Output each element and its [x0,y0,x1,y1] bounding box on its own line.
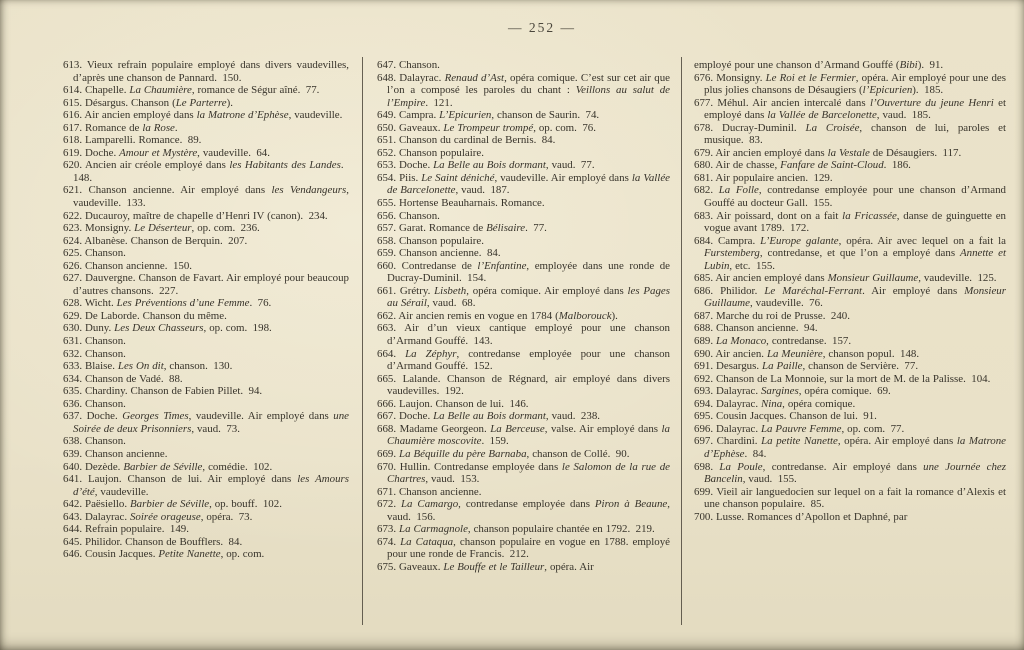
entry-number: 631. [63,335,83,348]
entry-number: 652. [377,146,397,159]
entry-text: Hullin. Contredanse employée dans le Salomon de la rue de Chartres, vaud. 153. [387,460,670,486]
entry-number: 656. [377,209,397,222]
entry-text: Chanson. [399,59,440,71]
entry-number: 617. [63,121,83,134]
entry-number: 615. [63,96,83,109]
index-entry [694,435,1006,460]
page-number-header: — 252 — [508,20,576,35]
entry-text: Chanson ancienne. 94. [716,322,818,335]
index-entry [377,147,670,160]
entry-number: 690. [694,347,714,360]
index-entry [377,159,670,172]
index-entry [377,222,670,235]
index-entry [377,448,670,461]
index-entry [377,486,670,499]
index-entry [63,122,349,135]
entry-number: 670. [377,460,397,473]
entry-number: 620. [63,159,83,172]
index-entry [377,398,670,411]
entry-number: 621. [63,184,83,197]
entry-text: Wicht. Les Préventions d’une Femme. 76. [84,297,272,310]
entry-number: 692. [694,372,714,385]
entry-number: 657. [377,222,397,235]
entry-number: 695. [694,410,714,423]
index-entry [63,109,349,122]
entry-text: Dezède. Barbier de Séville, comédie. 102. [85,460,273,473]
entry-text: La Folle, contredanse employée pour une chanson d’Armand Gouffé au docteur Gall. 155. [704,184,1006,210]
entry-text: Blaise. Les On dit, chanson. 130. [85,360,233,373]
entry-text: Air ancien. La Meunière, chanson popul. 148. [715,347,920,360]
index-entry [694,184,1006,209]
entry-number: 624. [63,234,83,247]
entry-number: 653. [377,159,397,172]
index-entry [63,548,349,561]
index-entry [63,335,349,348]
entry-number: 669. [377,447,397,460]
entry-text: Dalayrac. Sargines, opéra comique. 69. [716,385,891,398]
entry-text: La Camargo, contredanse employée dans Piron à Beaune, vaud. 156. [387,498,670,523]
entry-text: Marche du roi de Prusse. 240. [716,309,850,322]
entry-text: Chanson ancienne. [85,447,168,460]
entry-number: 641. [63,473,83,486]
index-entry [694,159,1006,172]
entry-text: Vieil air languedocien sur lequel on a fait la romance d’Alexis et une chanson populaire. 85. [704,485,1006,511]
index-entry [63,410,349,435]
index-entry [694,285,1006,310]
entry-text: Chanson. [399,209,440,222]
index-entry [694,235,1006,273]
entry-text: De Laborde. Chanson du même. [85,309,227,322]
index-entry [63,448,349,461]
entry-number: 674. [377,535,397,548]
entry-number: 675. [377,560,397,573]
entry-text: Philidor. Chanson de Boufflers. 84. [85,535,243,548]
entry-text: La Monaco, contredanse. 157. [716,335,852,348]
entry-text: Laujon. Chanson de lui. Air employé dans les Amours d’été, vaudeville. [73,473,349,498]
index-entry [63,523,349,536]
index-entry-continuation [694,59,1006,72]
entry-text: Chardini. La petite Nanette, opéra. Air employé dans la Matrone d’Ephèse. 84. [704,435,1007,460]
entry-text: La Carmagnole, chanson populaire chantée en 1792. 219. [399,523,655,536]
entry-number: 697. [694,435,714,448]
index-entry [63,59,349,84]
index-entry [694,335,1006,348]
entry-text: Duny. Les Deux Chasseurs, op. com. 198. [85,322,272,335]
index-entry [63,84,349,97]
entry-text: Doche. La Belle au Bois dormant, vaud. 238. [399,410,600,423]
entry-text: La Cataqua, chanson populaire en vogue en 1788. employé pour une ronde de Francis. 212. [387,535,670,561]
index-entry [377,72,670,110]
entry-text: Gaveaux. Le Trompeur trompé, op. com. 76. [399,121,596,134]
entry-number: 626. [63,259,83,272]
index-entry [63,272,349,297]
entry-number: 645. [63,535,83,548]
entry-number: 622. [63,209,83,222]
entry-text: Dalayrac. Nina, opéra comique. [716,397,856,410]
column-divider-right [681,57,682,625]
entry-text: Lamparelli. Romance. 89. [85,134,202,147]
index-entry [377,322,670,347]
index-entry [63,310,349,323]
index-entry [63,235,349,248]
index-entry [694,97,1006,122]
entry-text: Air ancien employé dans Monsieur Guillaume, vaudeville. 125. [715,272,997,285]
entry-number: 618. [63,134,83,147]
index-entry [694,122,1006,147]
index-entry [63,134,349,147]
entry-text: Air populaire ancien. 129. [715,171,833,184]
index-entry [377,109,670,122]
entry-number: 632. [63,347,83,360]
entry-text: La Zéphyr, contredanse employée pour une chanson d’Armand Gouffé. 152. [387,347,670,373]
index-entry [694,322,1006,335]
entry-number: 651. [377,134,397,147]
entry-text: Refrain populaire. 149. [85,523,189,536]
entry-number: 650. [377,121,397,134]
entry-text: Romance de la Rose. [85,121,178,134]
index-entry [63,498,349,511]
index-entry [694,373,1006,386]
index-entry [694,272,1006,285]
entry-number: 636. [63,397,83,410]
entry-number: 665. [377,372,397,385]
entry-number: 688. [694,322,714,335]
entry-number: 667. [377,410,397,423]
entry-text: Madame Georgeon. La Berceuse, valse. Air employé dans la Chaumière moscovite. 159. [387,422,671,448]
entry-number: 689. [694,335,714,348]
index-entry [63,398,349,411]
entry-number: 654. [377,171,397,184]
index-entry [694,486,1006,511]
index-entry [694,210,1006,235]
index-entry [63,210,349,223]
index-entry [377,197,670,210]
entry-number: 655. [377,197,397,210]
entry-number: 662. [377,309,397,322]
index-entry [694,410,1006,423]
entry-text: Air ancien employé dans la Vestale de Désaugiers. 117. [715,146,962,159]
index-entry [377,423,670,448]
index-entry [377,134,670,147]
index-entry [377,373,670,398]
entry-number: 694. [694,397,714,410]
entry-number: 677. [694,96,714,109]
entry-number: 633. [63,360,83,373]
entry-text: Désargus. Chanson (Le Parterre). [85,96,233,109]
index-entry [63,159,349,184]
entry-text: Dalayrac. Renaud d’Ast, opéra comique. C’est sur cet air que l’on a composé les paroles du chant : Veillons au salut de l’Empire. 121. [387,71,671,109]
index-entry [377,410,670,423]
entry-number: 616. [63,109,83,122]
index-entry [377,523,670,536]
entry-text: Chanson. [85,397,126,410]
entry-text: Chanson ancienne. 150. [85,259,192,272]
entry-text: Doche. La Belle au Bois dormant, vaud. 77. [399,159,595,172]
entry-text: Air ancien employé dans la Matrone d’Ephèse, vaudeville. [84,109,343,122]
entry-number: 682. [694,184,714,197]
entry-number: 646. [63,548,83,561]
entry-number: 678. [694,121,714,134]
entry-number: 680. [694,159,714,172]
entry-text: Ancien air créole employé dans les Habitants des Landes. 148. [73,159,350,184]
entry-text: Ducray-Duminil. La Croisée, chanson de lui, paroles et musique. 83. [704,121,1007,147]
index-entry [377,536,670,561]
entry-number: 648. [377,71,397,84]
entry-text: Doche. Georges Times, vaudeville. Air employé dans une Soirée de deux Prisonniers, vaud. 73. [73,410,349,435]
index-entry [63,385,349,398]
entry-text: Desargus. La Paille, chanson de Servière. 77. [716,360,919,373]
index-entry [377,348,670,373]
entry-number: 671. [377,485,397,498]
index-entry [63,147,349,160]
entry-number: 700. [694,510,714,523]
entry-number: 696. [694,422,714,435]
entry-text: Dalayrac. Soirée orageuse, opéra. 73. [85,510,253,523]
entry-number: 673. [377,523,397,536]
entry-text: Campra. L’Epicurien, chanson de Saurin. 74. [399,109,600,122]
index-entry [63,511,349,524]
text-column-3 [694,59,1006,523]
index-entry [63,348,349,361]
entry-number: 683. [694,209,714,222]
entry-text: Philidor. Le Maréchal-Ferrant. Air employé dans Monsieur Guillaume, vaudeville. 76. [704,284,1006,310]
entry-number: 679. [694,146,714,159]
entry-number: 640. [63,460,83,473]
index-entry [63,222,349,235]
entry-number: 634. [63,372,83,385]
entry-number: 613. [63,59,83,71]
index-entry [694,360,1006,373]
entry-text: Dauvergne. Chanson de Favart. Air employé pour beaucoup d’autres chansons. 227. [73,272,349,297]
entry-number: 687. [694,309,714,322]
entry-number: 623. [63,222,83,235]
entry-number: 659. [377,247,397,260]
entry-text: Piis. Le Saint déniché, vaudeville. Air employé dans la Vallée de Barcelonette, vaud. 187. [387,171,670,197]
entry-text: Chanson. [85,335,126,348]
entry-number: 693. [694,385,714,398]
entry-text: employé pour une chanson d’Armand Gouffé (Bibi). 91. [694,59,944,71]
entry-number: 625. [63,247,83,260]
index-entry [377,561,670,574]
entry-text: Chanson de La Monnoie, sur la mort de M. de la Palisse. 104. [716,372,991,385]
index-entry [63,297,349,310]
index-entry [63,247,349,260]
entry-text: Chapelle. La Chaumière, romance de Ségur aîné. 77. [85,84,320,97]
entry-number: 619. [63,146,83,159]
index-entry [63,435,349,448]
index-entry [694,398,1006,411]
entry-text: Lalande. Chanson de Régnard, air employé dans divers vaudevilles. 192. [387,372,670,398]
index-entry [377,285,670,310]
entry-text: Dalayrac. La Pauvre Femme, op. com. 77. [716,422,905,435]
entry-number: 698. [694,460,714,473]
entry-number: 699. [694,485,714,498]
entry-number: 676. [694,71,714,84]
index-entry [694,348,1006,361]
entry-text: Chanson ancienne. Air employé dans les Vendangeurs, vaudeville. 133. [73,184,349,210]
entry-number: 627. [63,272,83,285]
entry-number: 668. [377,422,397,435]
index-entry [63,473,349,498]
entry-number: 638. [63,435,83,448]
entry-number: 643. [63,510,83,523]
index-entry [377,247,670,260]
entry-number: 691. [694,360,714,373]
entry-text: Chanson du cardinal de Bernis. 84. [399,134,556,147]
index-entry [377,210,670,223]
entry-text: Chanson de Vadé. 88. [85,372,183,385]
entry-text: Chanson. [85,247,126,260]
entry-number: 658. [377,234,397,247]
entry-number: 649. [377,109,397,122]
index-entry [694,147,1006,160]
entry-text: Monsigny. Le Roi et le Fermier, opéra. Air employé pour une des plus jolies chansons de Désaugiers (l’Epicurien). 185. [704,71,1006,97]
index-entry [694,385,1006,398]
entry-text: Chanson ancienne. [399,485,482,498]
entry-text: Lusse. Romances d’Apollon et Daphné, par [716,510,908,523]
entry-text: La Poule, contredanse. Air employé dans une Journée chez Bancelin, vaud. 155. [704,460,1006,486]
entry-text: Laujon. Chanson de lui. 146. [399,397,529,410]
index-entry [63,184,349,209]
entry-text: Contredanse de l’Enfantine, employée dans une ronde de Ducray-Duminil. 154. [387,259,670,285]
entry-number: 686. [694,284,714,297]
entry-number: 628. [63,297,83,310]
entry-number: 685. [694,272,714,285]
index-entry [377,461,670,486]
entry-text: Monsigny. Le Déserteur, op. com. 236. [85,222,260,235]
entry-number: 661. [377,284,397,297]
entry-text: Grétry. Lisbeth, opéra comique. Air employé dans les Pages au Sérail, vaud. 68. [387,284,670,310]
index-entry [377,235,670,248]
index-entry [63,260,349,273]
entry-number: 681. [694,171,714,184]
entry-text: Ducauroy, maître de chapelle d’Henri IV (canon). 234. [85,209,328,222]
text-column-2 [377,59,670,573]
entry-text: Campra. L’Europe galante, opéra. Air avec lequel on a fait la Furstemberg, contredanse, et que l’on a employé dans Annette et Lubin, etc. 155. [704,234,1007,272]
index-entry [63,461,349,474]
index-entry [694,423,1006,436]
entry-number: 639. [63,447,83,460]
entry-text: Air poissard, dont on a fait la Fricassée, danse de guinguette en vogue avant 1789. 172. [704,209,1007,235]
entry-text: Air de chasse, Fanfare de Saint-Cloud. 186. [715,159,911,172]
index-entry [377,260,670,285]
entry-text: Cousin Jacques. Chanson de lui. 91. [716,410,877,423]
entry-text: Chanson ancienne. 84. [399,247,501,260]
entry-number: 664. [377,347,397,360]
index-entry [377,122,670,135]
entry-text: Air ancien remis en vogue en 1784 (Malborouck). [398,309,618,322]
entry-text: Chardiny. Chanson de Fabien Pillet. 94. [85,385,263,398]
entry-text: Gaveaux. Le Bouffe et le Tailleur, opéra. Air [399,560,594,573]
entry-number: 637. [63,410,83,423]
index-entry [377,310,670,323]
entry-text: Air d’un vieux cantique employé pour une chanson d’Armand Gouffé. 143. [387,322,670,348]
entry-text: Chanson populaire. [399,234,484,247]
column-divider-left [362,57,363,625]
entry-number: 666. [377,397,397,410]
entry-text: Hortense Beauharnais. Romance. [399,197,545,210]
entry-number: 630. [63,322,83,335]
entry-number: 629. [63,309,83,322]
entry-number: 642. [63,498,83,511]
entry-text: Chanson. [85,347,126,360]
index-entry [694,310,1006,323]
index-entry [694,172,1006,185]
entry-number: 672. [377,498,397,511]
index-entry [63,97,349,110]
index-entry [63,360,349,373]
index-entry [694,511,1006,524]
entry-text: Cousin Jacques. Petite Nanette, op. com. [85,548,265,561]
entry-text: Albanèse. Chanson de Berquin. 207. [84,234,248,247]
index-entry [377,59,670,72]
entry-number: 663. [377,322,397,335]
entry-text: Méhul. Air ancien intercalé dans l’Ouverture du jeune Henri et employé dans la Vallée de Barcelonette, vaud. 185. [704,96,1006,122]
entry-number: 635. [63,385,83,398]
entry-number: 684. [694,234,714,247]
entry-text: La Béquille du père Barnaba, chanson de Collé. 90. [399,447,630,460]
index-entry [694,72,1006,97]
entry-text: Chanson. [85,435,126,448]
entry-number: 647. [377,59,397,71]
entry-text: Doche. Amour et Mystère, vaudeville. 64. [85,146,270,159]
index-entry [694,461,1006,486]
entry-text: Vieux refrain populaire employé dans divers vaudevilles, d’après une chanson de Pannard. 150. [73,59,349,84]
entry-number: 660. [377,259,397,272]
index-entry [377,172,670,197]
index-entry [63,373,349,386]
index-entry [63,322,349,335]
entry-number: 614. [63,84,83,97]
index-entry [63,536,349,549]
text-column-1 [63,59,349,561]
entry-text: Paësiello. Barbier de Séville, op. bouff. 102. [85,498,282,511]
entry-text: Chanson populaire. [399,146,484,159]
index-entry [377,498,670,523]
entry-text: Garat. Romance de Bélisaire. 77. [399,222,547,235]
entry-number: 644. [63,523,83,536]
